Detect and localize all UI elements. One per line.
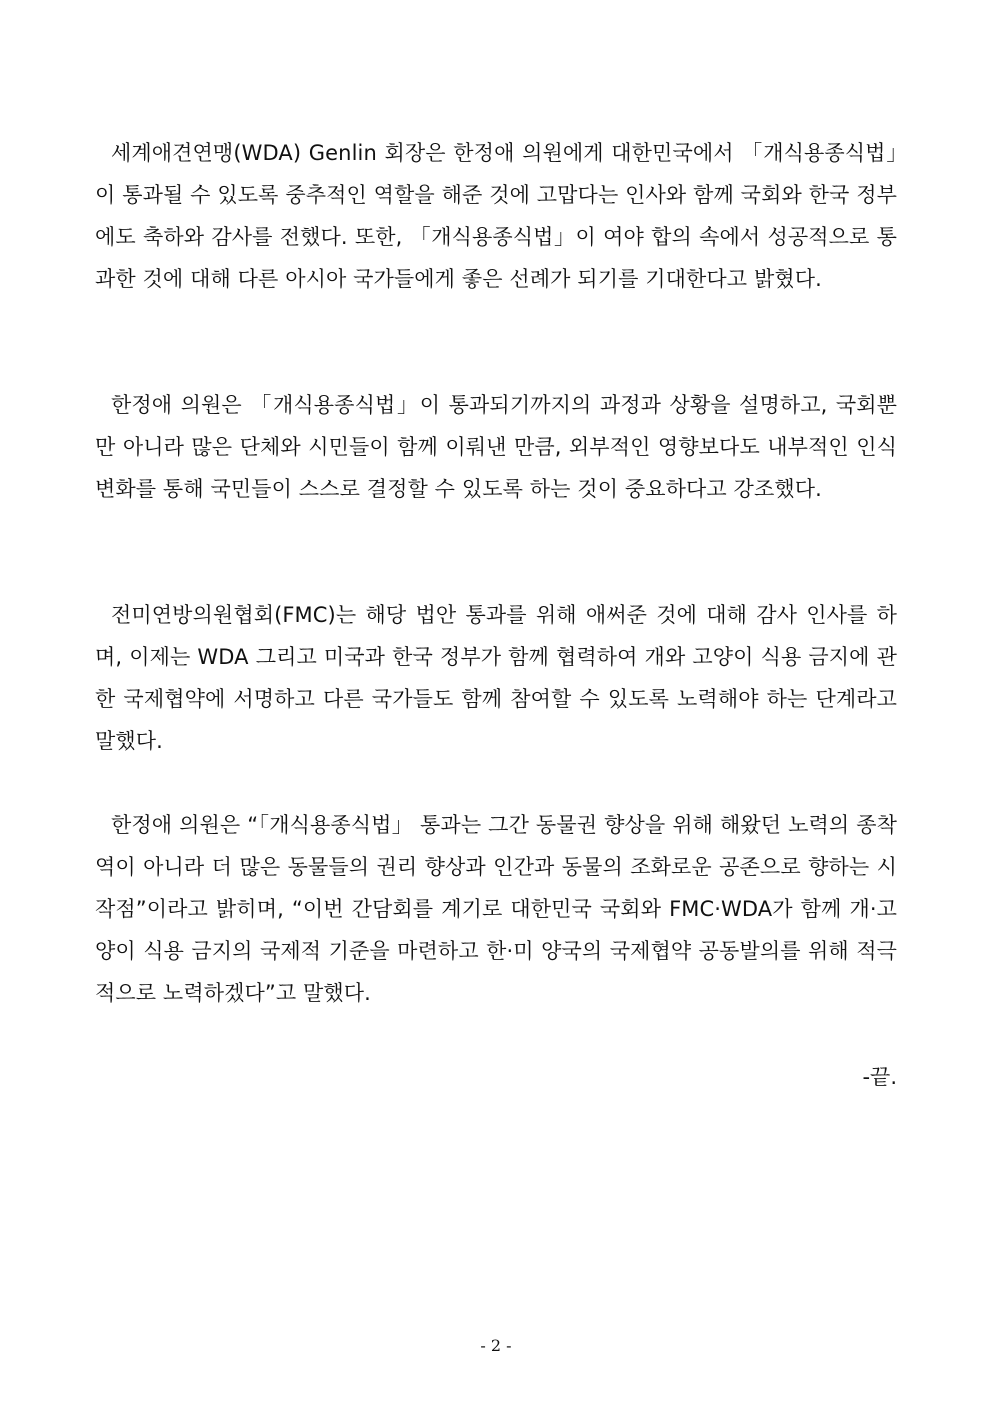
paragraph-lawmaker-quote: 한정애 의원은 “「개식용종식법」 통과는 그간 동물권 향상을 위해 해왔던 노력의 종착역이 아니라 더 많은 동물들의 권리 향상과 인간과 동물의 조화로운 공존으로 향하는 시작점”이라고 밝히며, “이번 간담회를 계기로 대한민국 국회와 FMC·WDA가 함께 개·고양이 식용 금지의 국제적 기준을 마련하고 한·미 양국의 국제협약 공동발의를 위해 적극적으로 노력하겠다”고 말했다. (95, 813, 897, 1005)
paragraph-lawmaker-explanation: 한정애 의원은 「개식용종식법」이 통과되기까지의 과정과 상황을 설명하고, 국회뿐만 아니라 많은 단체와 시민들이 함께 이뤄낸 만큼, 외부적인 영향보다도 내부적인 인식 변화를 통해 국민들이 스스로 결정할 수 있도록 하는 것이 중요하다고 강조했다. (95, 393, 897, 501)
paragraph-wda-congratulations: 세계애견연맹(WDA) Genlin 회장은 한정애 의원에게 대한민국에서 「개식용종식법」이 통과될 수 있도록 중추적인 역할을 해준 것에 고맙다는 인사와 함께 국회와 한국 정부에도 축하와 감사를 전했다. 또한, 「개식용종식법」이 여야 합의 속에서 성공적으로 통과한 것에 대해 다른 아시아 국가들에게 좋은 선례가 되기를 기대한다고 밝혔다. (95, 141, 897, 291)
page-number: - 2 - (480, 1336, 512, 1355)
end-mark: -끝. (862, 1065, 897, 1089)
paragraph-fmc-remarks: 전미연방의원협회(FMC)는 해당 법안 통과를 위해 애써준 것에 대해 감사 인사를 하며, 이제는 WDA 그리고 미국과 한국 정부가 함께 협력하여 개와 고양이 식용 금지에 관한 국제협약에 서명하고 다른 국가들도 함께 참여할 수 있도록 노력해야 하는 단계라고 말했다. (95, 603, 897, 753)
